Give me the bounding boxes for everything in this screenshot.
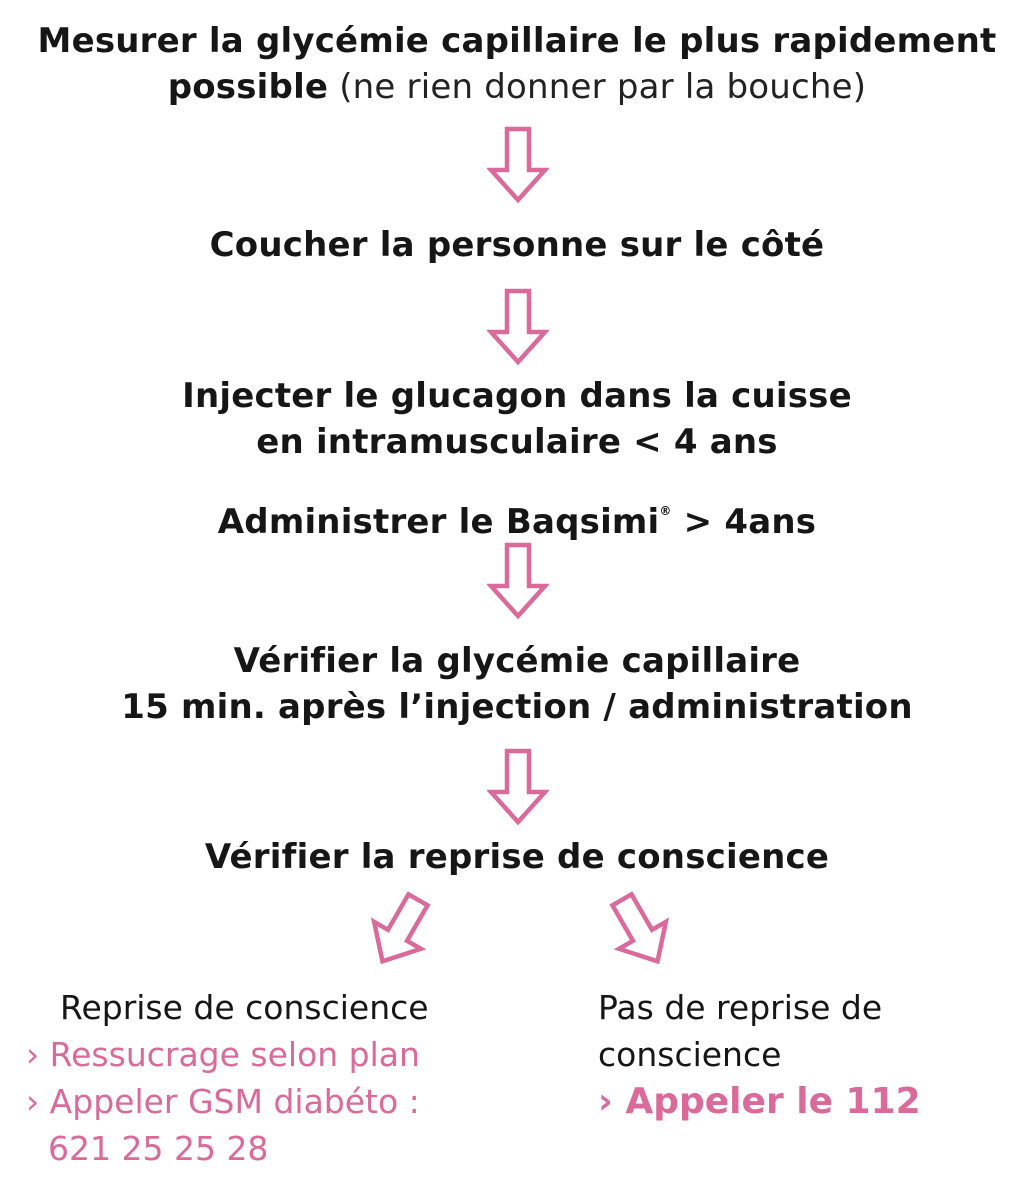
step-baqsimi-text: Administrer le Baqsimi: [217, 502, 660, 542]
arrow-down-icon: [487, 288, 549, 366]
registered-mark: ®: [659, 504, 672, 518]
step-inject-line1: Injecter le glucagon dans la cuisse: [182, 376, 852, 416]
arrow-down-icon: [487, 748, 549, 826]
step-verify-consciousness: Vérifier la reprise de conscience: [204, 837, 830, 877]
branch-left-title: Reprise de conscience: [60, 988, 429, 1027]
step-verify-line1: Vérifier la glycémie capillaire: [233, 641, 801, 681]
step-inject-line2: en intramusculaire < 4 ans: [256, 422, 778, 462]
step-baqsimi-age: > 4ans: [671, 502, 817, 542]
arrow-down-right-icon: [600, 888, 680, 974]
branch-left-item-call-gsm: › Appeler GSM diabéto :: [26, 1082, 420, 1121]
branch-left-phone-number: 621 25 25 28: [48, 1129, 269, 1168]
branch-right-title-line2: conscience: [598, 1035, 782, 1074]
step-verify-glycemia: [0, 638, 1034, 730]
branch-no-consciousness: [598, 984, 1018, 1125]
step-administer-baqsimi: [0, 488, 1034, 545]
step-measure-glycemia: [0, 18, 1034, 110]
step-verify-line2: 15 min. après l’injection / administration: [121, 687, 913, 727]
arrow-down-icon: [487, 126, 549, 204]
branch-right-call-112: › Appeler le 112: [598, 1081, 921, 1122]
step-lay-on-side: Coucher la personne sur le côté: [209, 225, 825, 265]
arrow-down-icon: [487, 542, 549, 620]
arrow-down-left-icon: [360, 888, 440, 974]
branch-left-item-resugar: › Ressucrage selon plan: [26, 1035, 420, 1074]
step-inject-glucagon: [0, 373, 1034, 465]
step-measure-line1: Mesurer la glycémie capillaire le plus rapidement: [37, 21, 997, 61]
branch-right-title-line1: Pas de reprise de: [598, 988, 883, 1027]
branch-consciousness-regained: [26, 984, 506, 1172]
step-measure-note: (ne rien donner par la bouche): [328, 67, 867, 107]
step-measure-possible: possible: [167, 67, 329, 107]
step-measure-line2: [0, 64, 1034, 110]
